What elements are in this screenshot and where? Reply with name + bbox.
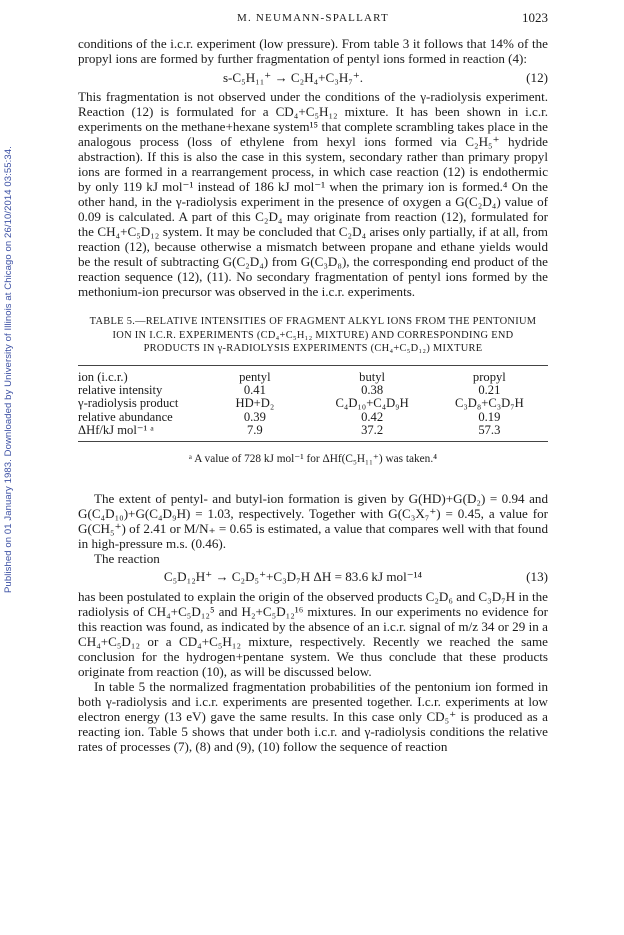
table-cell: 0.38 <box>361 382 384 397</box>
table-cell: ΔHf/kJ mol⁻¹ ᵃ <box>78 423 154 438</box>
paragraph: This fragmentation is not observed under the conditions of the γ-radiolysis experiment. Reaction (12) is formulated for a CD₄+C₅H₁₂ mixture. It has been shown in i.c.r. experiments on the methane+hexane system¹⁵ that complete scrambling takes place in the analogous process (loss of ethylene from hexyl ions formed via C₂H₅⁺ hydride abstraction). If this is also the case in this system, secondary rather than primary propyl ions are formed in a rearrangement process, in which case reaction (12) is endothermic by only 119 kJ mol⁻¹ instead of 186 kJ mol⁻¹ when the primary ion is formed.⁴ On the other hand, in the γ-radiolysis experiment in the presence of oxygen a G(C₂D₄) value of 0.09 is calculated. A part of this C₂D₄ may originate from reaction (12), formulated for the CH₄+C₅D₁₂ system. It may be concluded that C₂D₄ arises only partially, if at all, from reaction (12), because otherwise a mismatch between propane and ethane yields would be the result of subtracting G(C₂D₄) from G(C₃D₈), the corresponding end product of the reaction sequence (12), (11). No secondary fragmentation of pentyl ions formed by the methonium-ion precursor was observed in the i.c.r. experiments. <box>78 89 548 299</box>
table-cell: 0.39 <box>243 409 266 424</box>
table-row <box>78 411 548 424</box>
table-cell: butyl <box>359 369 386 384</box>
table-row <box>78 424 548 437</box>
download-notice: Published on 01 January 1983. Downloaded by University of Illinois at Chicago on 26/10/2014 03:55:34. <box>3 146 14 594</box>
table-cell: 0.42 <box>361 409 384 424</box>
table-rule-bottom <box>78 441 548 442</box>
table-cell: HD+D₂ <box>235 396 275 411</box>
paragraph: In table 5 the normalized fragmentation probabilities of the pentonium ion formed in both γ-radiolysis and i.c.r. experiments are presented together. I.c.r. experiments at low electron energy (13 eV) gave the same results. In this case only CD₅⁺ is produced as a reacting ion. Table 5 shows that under both i.c.r. and γ-radiolysis conditions the relative rates of processes (7), (8) and (9), (10) follow the sequence of reaction <box>78 678 548 754</box>
table-body <box>78 371 548 438</box>
table-cell: relative abundance <box>78 409 173 424</box>
equation-text: C₅D₁₂H⁺ → C₂D₅⁺+C₃D₇H ΔH = 83.6 kJ mol⁻¹⁴ <box>163 569 423 585</box>
equation-12 <box>78 68 548 86</box>
table-cell: pentyl <box>239 369 271 384</box>
table-cell: C₄D₁₀+C₄D₉H <box>335 396 409 411</box>
paragraph: The extent of pentyl- and butyl-ion formation is given by G(HD)+G(D₂) = 0.94 and G(C₄D₁₀)+G(C₄D₉H) = 1.03, respectively. Together with G(C₃X₇⁺) = 0.45, a value for G(CH₅⁺) of 2.41 or M/N₊ = 0.65 is estimated, a value that compares well with that found in high-pressure m.s. (0.46). <box>78 490 548 551</box>
paragraph: The reaction <box>94 550 160 566</box>
table-row <box>78 397 548 410</box>
table-row <box>78 384 548 397</box>
table-cell: 37.2 <box>361 423 384 438</box>
table-footnote: ᵃ A value of 728 kJ mol⁻¹ for ΔHf(C₅H₁₁⁺) was taken.⁴ <box>188 452 438 465</box>
equation-13 <box>78 568 548 586</box>
table-5 <box>78 315 548 467</box>
equation-text: s-C₅H₁₁⁺ → C₂H₄+C₃H₇⁺. <box>222 69 364 85</box>
table-cell: γ-radiolysis product <box>78 396 179 411</box>
page-number: 1023 <box>522 10 548 25</box>
paragraph: has been postulated to explain the origin of the observed products C₂D₆ and C₃D₇H in the radiolysis of CH₄+C₅D₁₂⁵ and H₂+C₅D₁₂¹⁶ mixtures. In our experiments no evidence for this reaction was found, as indicated by the absence of an i.c.r. signal of m/z 34 or 29 in a CH₄+C₅D₁₂ or a CD₄+C₅H₁₂ mixture, respectively. Recently we reached the same conclusion for the hydrogen+pentane system. We thus conclude that these products originate from reaction (10), as will be discussed below. <box>78 588 548 679</box>
page-header <box>78 10 548 26</box>
table-cell: ion (i.c.r.) <box>78 369 128 384</box>
table-cell: propyl <box>472 369 506 384</box>
equation-number: (12) <box>526 69 548 85</box>
table-row <box>78 371 548 384</box>
table-cell: 7.9 <box>246 423 263 438</box>
paragraph: conditions of the i.c.r. experiment (low pressure). From table 3 it follows that 14% of the propyl ions are formed by further fragmentation of pentyl ions formed in reaction (4): <box>78 36 548 66</box>
table-cell: 0.21 <box>478 382 501 397</box>
article-body <box>78 36 548 754</box>
table-cell: 0.41 <box>243 382 266 397</box>
table-caption: TABLE 5.—RELATIVE INTENSITIES OF FRAGMENT ALKYL IONS FROM THE PENTONIUM ION IN I.C.R. EXPERIMENTS (CD₄+C₅H₁₂ MIXTURE) AND CORRESPONDING END PRODUCTS IN γ-RADIOLYSIS EXPERIMENTS (CH₄+C₅D₁₂) MIXTURE <box>89 316 537 354</box>
table-cell: relative intensity <box>78 382 163 397</box>
table-rule-top <box>78 365 548 366</box>
equation-number: (13) <box>526 569 548 585</box>
table-cell: 57.3 <box>478 423 501 438</box>
table-cell: 0.19 <box>478 409 501 424</box>
running-title: M. NEUMANN-SPALLART <box>237 12 389 24</box>
table-cell: C₃D₈+C₃D₇H <box>454 396 524 411</box>
